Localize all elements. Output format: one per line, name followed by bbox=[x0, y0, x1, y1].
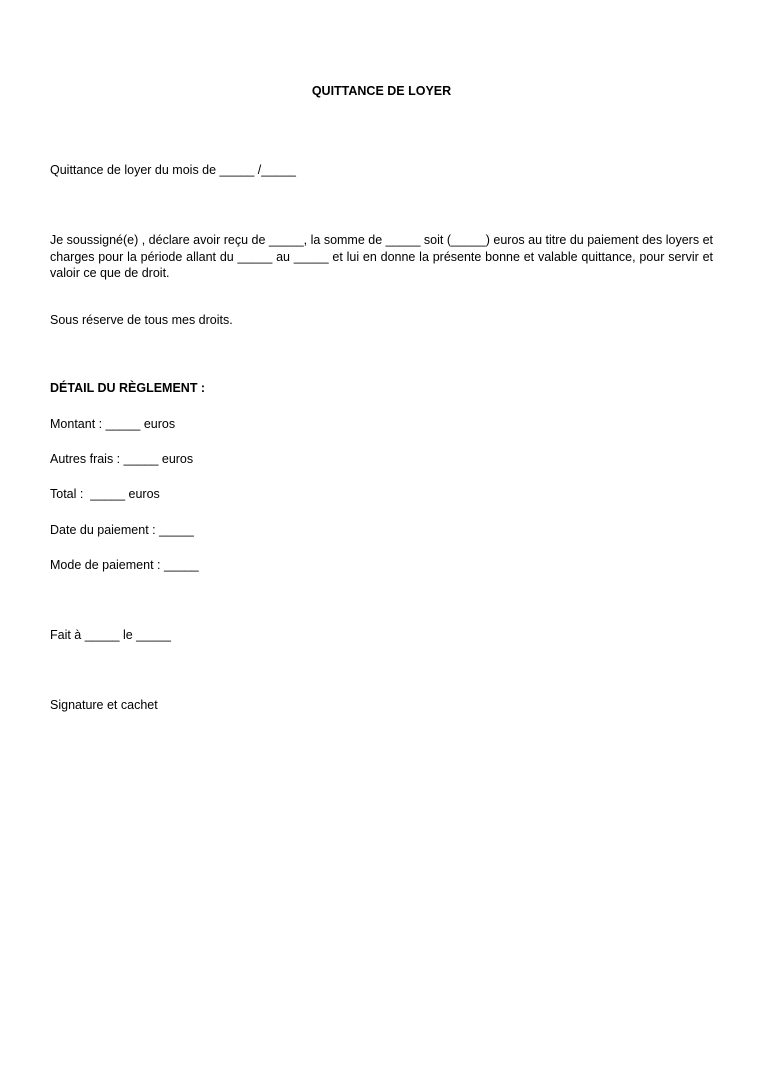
signature-line: Signature et cachet bbox=[50, 698, 158, 712]
payment-date-line: Date du paiement : _____ bbox=[50, 523, 194, 537]
body-paragraph: Je soussigné(e) , déclare avoir reçu de _____, la somme de _____ soit (_____) euros au titre du paiement des loyers et charges pour la période allant du _____ au _____ et lui en donne la présente bonne et valable quittance, pour servir et valoir ce que de droit. bbox=[50, 233, 713, 280]
total-line: Total : _____ euros bbox=[50, 487, 160, 501]
month-line: Quittance de loyer du mois de _____ /_____ bbox=[50, 163, 297, 177]
other-fees-line: Autres frais : _____ euros bbox=[50, 452, 194, 466]
place-date-line: Fait à _____ le _____ bbox=[50, 628, 171, 642]
payment-method-line: Mode de paiement : _____ bbox=[50, 558, 199, 572]
reserve-line: Sous réserve de tous mes droits. bbox=[50, 313, 233, 327]
amount-line: Montant : _____ euros bbox=[50, 417, 176, 431]
payment-section-heading: DÉTAIL DU RÈGLEMENT : bbox=[50, 381, 206, 395]
document-title: QUITTANCE DE LOYER bbox=[311, 84, 452, 98]
